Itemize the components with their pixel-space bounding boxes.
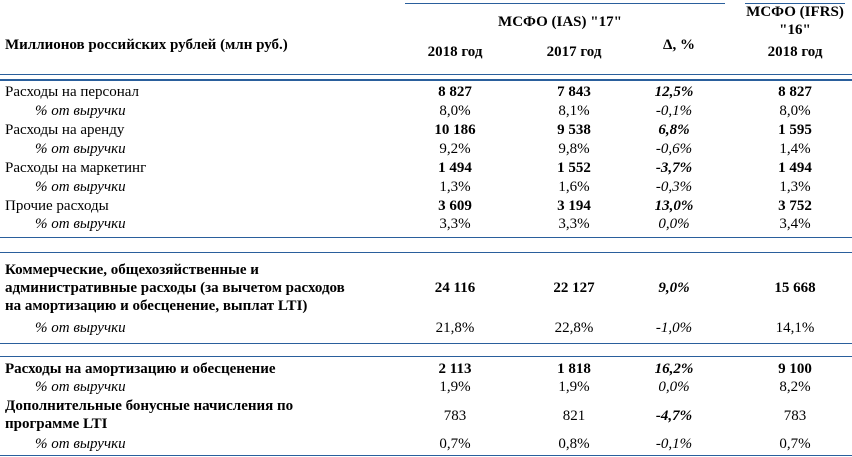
header-row-label: Миллионов российских рублей (млн руб.) <box>5 37 288 53</box>
cell-2017: 1 818 <box>557 361 591 377</box>
header-col-2018: 2018 год <box>427 44 483 60</box>
cell-delta: 0,0% <box>658 379 690 395</box>
cell-2017: 1,6% <box>558 179 590 195</box>
cell-2018-ifrs: 8,2% <box>779 379 811 395</box>
cell-2017: 8,1% <box>558 103 590 119</box>
cell-2018-ifrs: 1 595 <box>778 122 812 138</box>
row-label: Прочие расходы <box>5 198 109 214</box>
row-label: % от выручки <box>35 436 126 452</box>
cell-2018: 24 116 <box>434 280 476 296</box>
cell-2017: 3 194 <box>557 198 591 214</box>
cell-delta: -1,0% <box>655 320 693 336</box>
section-rule <box>0 356 852 357</box>
cell-2018: 8,0% <box>439 103 471 119</box>
cell-2018-ifrs: 0,7% <box>779 436 811 452</box>
header-col-2018-ifrs: 2018 год <box>767 44 823 60</box>
cell-2018: 21,8% <box>435 320 475 336</box>
header-rule-thin <box>0 74 852 75</box>
row-label: % от выручки <box>35 320 126 336</box>
cell-2018: 3 609 <box>438 198 472 214</box>
row-label: % от выручки <box>35 216 126 232</box>
cell-delta: -4,7% <box>655 408 693 424</box>
cell-2018-ifrs: 14,1% <box>775 320 815 336</box>
cell-2018-ifrs: 1 494 <box>778 160 812 176</box>
cell-2017: 0,8% <box>558 436 590 452</box>
cell-delta: 9,0% <box>658 280 690 296</box>
cell-2018: 3,3% <box>439 216 471 232</box>
header-col-delta: Δ, % <box>663 37 695 53</box>
bottom-rule <box>0 455 852 456</box>
cell-2017: 9,8% <box>558 141 590 157</box>
row-label: % от выручки <box>35 379 126 395</box>
section-rule <box>0 252 852 253</box>
row-label-line3: на амортизацию и обесценение, выплат LTI) <box>5 298 308 314</box>
cell-2018: 2 113 <box>438 361 472 377</box>
cell-delta: -3,7% <box>655 160 693 176</box>
header-group-ifrs16-line1: МСФО (IFRS) <box>746 4 844 20</box>
cell-delta: -0,3% <box>655 179 693 195</box>
cell-2018-ifrs: 783 <box>783 408 807 424</box>
cell-2018: 1,3% <box>439 179 471 195</box>
cell-2018-ifrs: 1,3% <box>779 179 811 195</box>
cell-2018: 10 186 <box>434 122 476 138</box>
cell-delta: 6,8% <box>658 122 690 138</box>
cell-2018-ifrs: 15 668 <box>774 280 816 296</box>
row-label-line2: программе LTI <box>5 416 108 432</box>
header-group-ias17: МСФО (IAS) "17" <box>498 14 622 30</box>
cell-2017: 22,8% <box>554 320 594 336</box>
cell-2018: 9,2% <box>439 141 471 157</box>
row-label: Расходы на маркетинг <box>5 160 147 176</box>
row-label-line1: Коммерческие, общехозяйственные и <box>5 262 259 278</box>
section-rule <box>0 237 852 238</box>
cell-2018-ifrs: 1,4% <box>779 141 811 157</box>
cell-2018: 783 <box>443 408 467 424</box>
cell-delta: 0,0% <box>658 216 690 232</box>
cell-2017: 3,3% <box>558 216 590 232</box>
header-rule <box>0 79 852 81</box>
cell-2018-ifrs: 8 827 <box>778 84 812 100</box>
cell-2018: 8 827 <box>438 84 472 100</box>
row-label-line2: административные расходы (за вычетом расходов <box>5 280 345 296</box>
top-rule <box>405 3 725 4</box>
cell-delta: 13,0% <box>654 198 694 214</box>
cell-delta: -0,1% <box>655 103 693 119</box>
cell-2018: 1 494 <box>438 160 472 176</box>
cell-2018-ifrs: 8,0% <box>779 103 811 119</box>
cell-delta: 16,2% <box>654 361 694 377</box>
cell-2017: 22 127 <box>553 280 595 296</box>
row-label: Расходы на аренду <box>5 122 125 138</box>
header-col-2017: 2017 год <box>546 44 602 60</box>
cell-delta: 12,5% <box>654 84 694 100</box>
cell-2017: 821 <box>562 408 586 424</box>
cell-2017: 1 552 <box>557 160 591 176</box>
cell-2017: 1,9% <box>558 379 590 395</box>
cell-2018-ifrs: 3,4% <box>779 216 811 232</box>
cell-2018-ifrs: 9 100 <box>778 361 812 377</box>
header-group-ifrs16-line2: "16" <box>779 22 811 38</box>
cell-2018: 0,7% <box>439 436 471 452</box>
row-label: Расходы на амортизацию и обесценение <box>5 361 276 377</box>
cell-delta: -0,6% <box>655 141 693 157</box>
row-label: Расходы на персонал <box>5 84 139 100</box>
cell-delta: -0,1% <box>655 436 693 452</box>
cell-2017: 9 538 <box>557 122 591 138</box>
section-rule <box>0 343 852 344</box>
row-label: % от выручки <box>35 103 126 119</box>
cell-2018: 1,9% <box>439 379 471 395</box>
row-label-line1: Дополнительные бонусные начисления по <box>5 398 294 414</box>
cell-2017: 7 843 <box>557 84 591 100</box>
row-label: % от выручки <box>35 141 126 157</box>
cell-2018-ifrs: 3 752 <box>778 198 812 214</box>
row-label: % от выручки <box>35 179 126 195</box>
